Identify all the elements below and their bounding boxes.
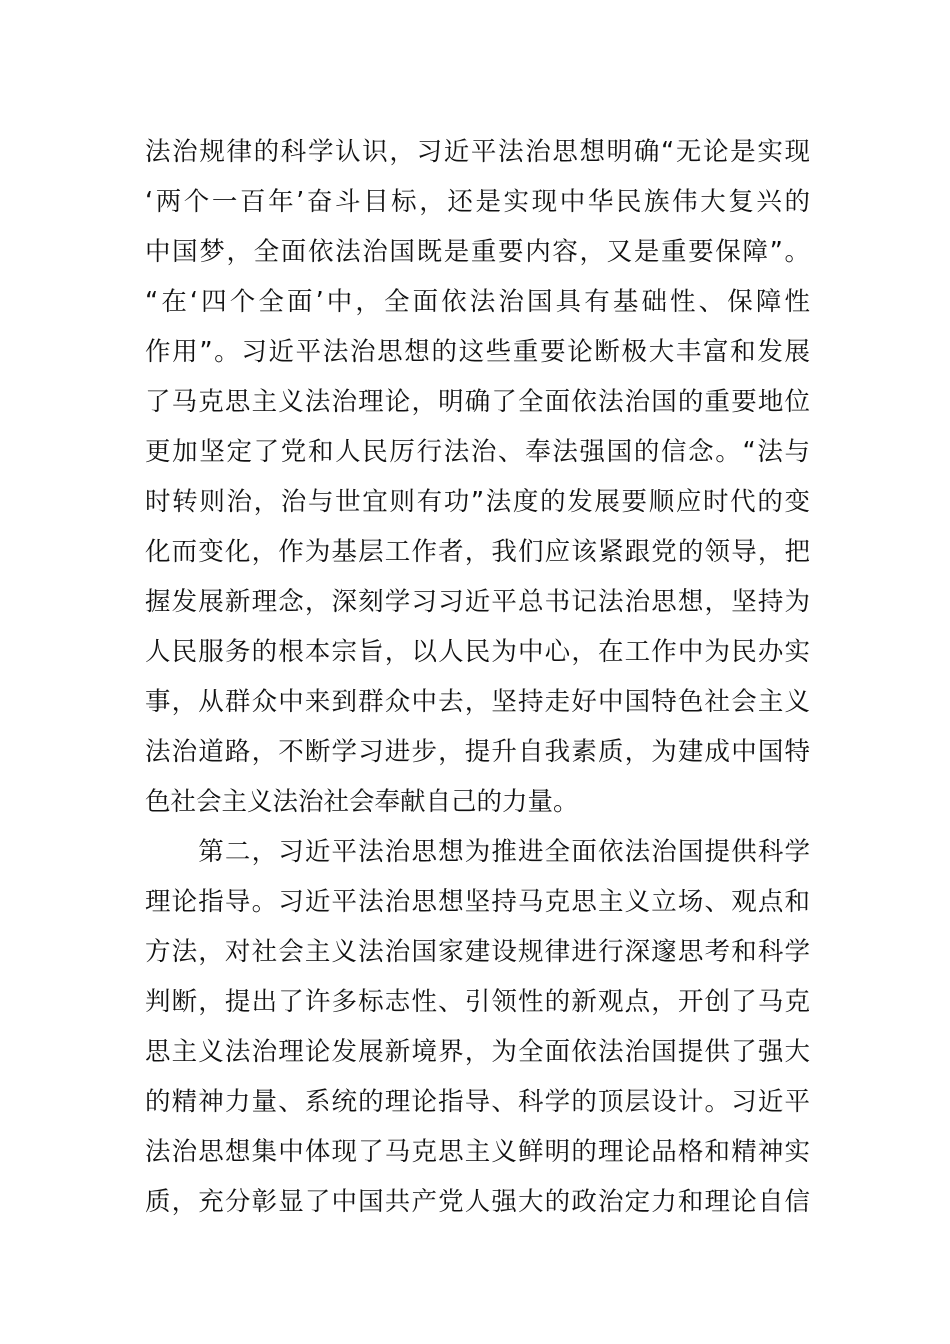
text-line: 事，从群众中来到群众中去，坚持走好中国特色社会主义 — [145, 687, 810, 717]
paragraph-first-line: 第二，习近平法治思想为推进全面依法治国提供科学 — [145, 837, 810, 867]
text-line: 人民服务的根本宗旨，以人民为中心，在工作中为民办实 — [145, 637, 810, 667]
text-line: 时转则治，治与世宜则有功”法度的发展要顺应时代的变 — [145, 487, 810, 517]
body-text — [145, 127, 810, 1227]
text-line: 质，充分彰显了中国共产党人强大的政治定力和理论自信 — [145, 1187, 810, 1217]
text-line: ‘两个一百年’奋斗目标，还是实现中华民族伟大复兴的 — [145, 187, 810, 217]
text-line: 法治思想集中体现了马克思主义鲜明的理论品格和精神实 — [145, 1137, 810, 1167]
text-line: 了马克思主义法治理论，明确了全面依法治国的重要地位 — [145, 387, 810, 417]
paragraph-last-line: 色社会主义法治社会奉献自己的力量。 — [145, 787, 579, 817]
text-line: 化而变化，作为基层工作者，我们应该紧跟党的领导，把 — [145, 537, 810, 567]
text-line: 法治规律的科学认识，习近平法治思想明确“无论是实现 — [145, 137, 810, 167]
text-line: “在‘四个全面’中，全面依法治国具有基础性、保障性 — [145, 287, 810, 317]
text-line: 理论指导。习近平法治思想坚持马克思主义立场、观点和 — [145, 887, 810, 917]
text-line: 判断，提出了许多标志性、引领性的新观点，开创了马克 — [145, 987, 810, 1017]
text-line: 方法，对社会主义法治国家建设规律进行深邃思考和科学 — [145, 937, 810, 967]
text-line: 握发展新理念，深刻学习习近平总书记法治思想，坚持为 — [145, 587, 810, 617]
text-line: 法治道路，不断学习进步，提升自我素质，为建成中国特 — [145, 737, 810, 767]
text-line: 作用”。习近平法治思想的这些重要论断极大丰富和发展 — [145, 337, 810, 367]
text-line: 中国梦，全面依法治国既是重要内容，又是重要保障”。 — [145, 237, 810, 267]
text-line: 更加坚定了党和人民厉行法治、奉法强国的信念。“法与 — [145, 437, 810, 467]
text-line: 思主义法治理论发展新境界，为全面依法治国提供了强大 — [145, 1037, 810, 1067]
text-line: 的精神力量、系统的理论指导、科学的顶层设计。习近平 — [145, 1087, 810, 1117]
